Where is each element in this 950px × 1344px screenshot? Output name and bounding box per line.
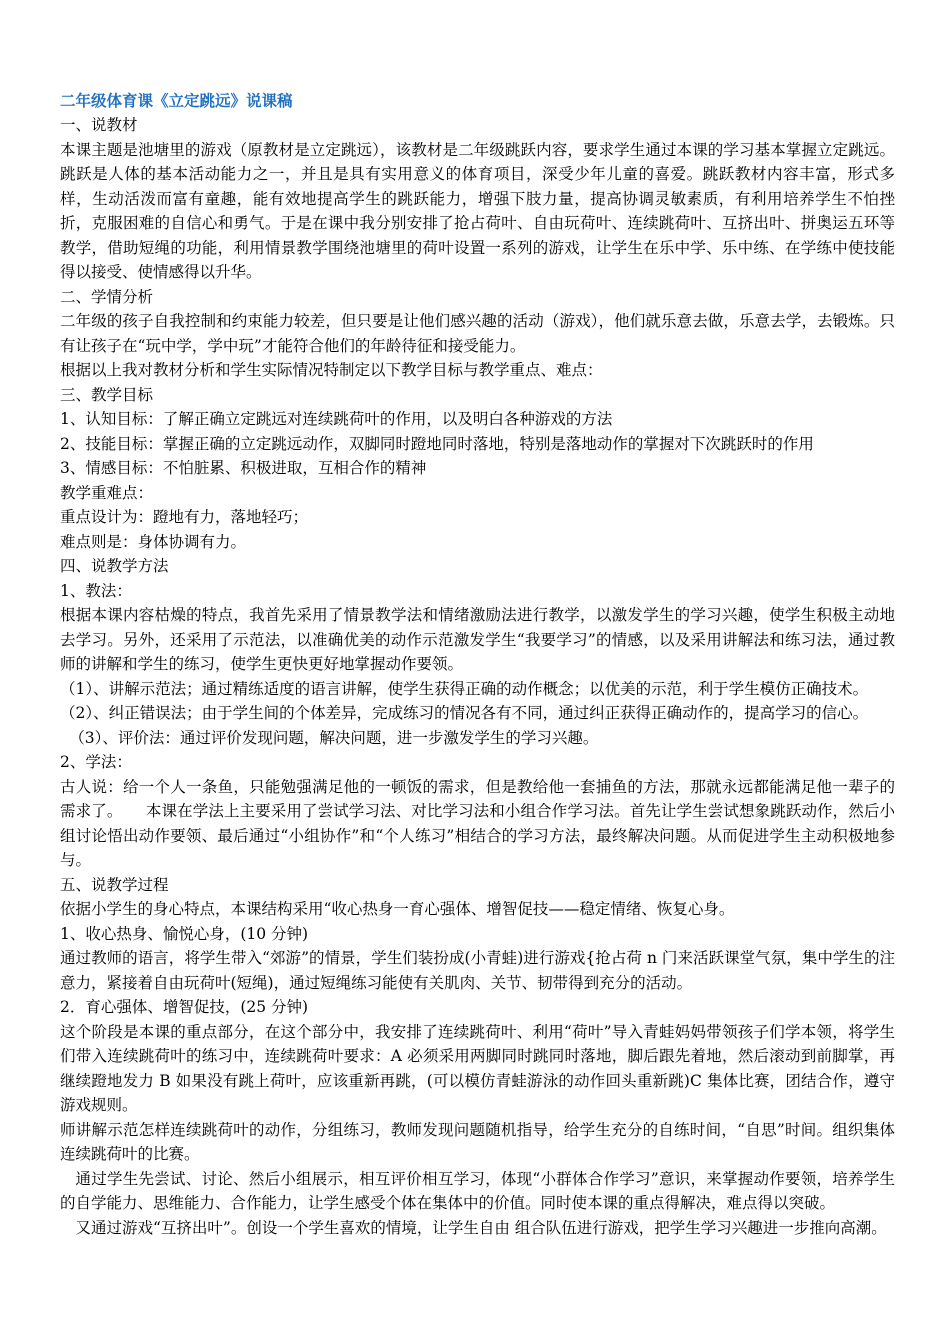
document-title: 二年级体育课《立定跳远》说课稿 (60, 91, 293, 110)
paragraph-teaching-method: 根据本课内容枯燥的特点，我首先采用了情景教学法和情绪激励法进行教学，以激发学生的学习兴趣，使学生积极主动地去学习。另外，还采用了示范法，以准确优美的动作示范激发学生“我要学习”的情感，以及采用讲解法和练习法，通过教师的讲解和学生的练习，使学生更快更好地掌握动作要领。 (60, 606, 895, 673)
section-heading-teaching-goals: 三、教学目标 (60, 385, 154, 404)
process-step-main: 2．育心强体、增智促技，(25 分钟) (60, 998, 309, 1016)
paragraph-teaching-material: 本课主题是池塘里的游戏（原教材是立定跳远），该教材是二年级跳跃内容，要求学生通过本课的学习基本掌握立定跳远。跳跃是人体的基本活动能力之一，并且是具有实用意义的体育项目，深受少年儿童的喜爱。跳跃教材内容丰富，形式多样，生动活泼而富有童趣，能有效地提高学生的跳跃能力，增强下肢力量，提高协调灵敏素质，有利用培养学生不怕挫折，克服困难的自信心和勇气。于是在课中我分别安排了抢占荷叶、自由玩荷叶、连续跳荷叶、互挤出叶、拼奥运五环等教学，借助短绳的功能，利用情景教学围绕池塘里的荷叶设置一系列的游戏，让学生在乐中学、乐中练、在学练中使技能得以接受、使情感得以升华。 (60, 140, 895, 281)
paragraph-teacher-demo: 师讲解示范怎样连续跳荷叶的动作，分组练习，教师发现问题随机指导，给学生充分的自练时间，“自思”时间。组织集体连续跳荷叶的比赛。 (60, 1120, 895, 1163)
heading-key-difficult-points: 教学重难点： (60, 483, 154, 502)
section-heading-teaching-methods: 四、说教学方法 (60, 557, 169, 575)
section-heading-teaching-material: 一、说教材 (60, 116, 138, 134)
paragraph-goal-basis: 根据以上我对教材分析和学生实际情况特制定以下教学目标与教学重点、难点： (60, 361, 603, 379)
paragraph-warmup: 通过教师的语言，将学生带入“郊游”的情景，学生们装扮成(小青蛙)进行游戏{抢占荷 n 门来活跃课堂气氛，集中学生的注意力，紧接着自由玩荷叶(短绳)，通过短绳练习能使有关肌肉、关节、韧带得到充分的活动。 (60, 949, 895, 992)
goal-skill: 2、技能目标：掌握正确的立定跳远动作，双脚同时蹬地同时落地，特别是落地动作的掌握对下次跳跃时的作用 (60, 434, 814, 453)
key-point: 重点设计为：蹬地有力，落地轻巧； (60, 508, 309, 526)
goal-cognitive: 1、认知目标：了解正确立定跳远对连续跳荷叶的作用，以及明白各种游戏的方法 (60, 410, 613, 428)
paragraph-main-part: 这个阶段是本课的重点部分，在这个部分中，我安排了连续跳荷叶、利用“荷叶”导入青蛙妈妈带领孩子们学本领，将学生们带入连续跳荷叶的练习中，连续跳荷叶要求：A 必须采用两脚同时跳同时落地，脚后跟先着地，然后滚动到前脚掌，再继续蹬地发力 B 如果没有跳上荷叶，应该重新再跳，(可以模仿青蛙游泳的动作回头重新跳)C 集体比赛，团结合作，遵守游戏规则。 (60, 1022, 895, 1114)
paragraph-learner-analysis: 二年级的孩子自我控制和约束能力较差，但只要是让他们感兴趣的活动（游戏），他们就乐意去做，乐意去学，去锻炼。只有让孩子在“玩中学，学中玩”才能符合他们的年龄待征和接受能力。 (60, 312, 895, 355)
section-heading-teaching-process: 五、说教学过程 (60, 875, 169, 894)
paragraph-squeeze-game: 又通过游戏“互挤出叶”。创设一个学生喜欢的情境，让学生自由 组合队伍进行游戏，把学生学习兴趣进一步推向高潮。 (75, 1218, 887, 1237)
process-step-warmup: 1、收心热身、愉悦心身，(10 分钟) (60, 924, 309, 943)
method-evaluation: （3）、评价法：通过评价发现问题，解决问题，进一步激发学生的学习兴趣。 (69, 728, 599, 747)
difficult-point: 难点则是：身体协调有力。 (60, 532, 247, 551)
subheading-learning-method: 2、学法： (60, 753, 132, 771)
paragraph-learning-method: 古人说：给一个人一条鱼，只能勉强满足他的一顿饭的需求，但是教给他一套捕鱼的方法，那就永远都能满足他一辈子的需求了。 本课在学法上主要采用了尝试学习法、对比学习法和小组合作学习法。首先让学生尝试想象跳跃动作，然后小组讨论悟出动作要领、最后通过“小组协作”和“个人练习”相结合的学习方法，最终解决问题。从而促进学生主动积极地参与。 (60, 777, 895, 869)
subheading-teaching-method: 1、教法： (60, 581, 132, 600)
section-heading-learner-analysis: 二、学情分析 (60, 287, 154, 306)
paragraph-group-learning: 通过学生先尝试、讨论、然后小组展示，相互评价相互学习，体现“小群体合作学习”意识，来掌握动作要领，培养学生的自学能力、思维能力、合作能力，让学生感受个体在集体中的价值。同时使本课的重点得解决，难点得以突破。 (60, 1169, 895, 1212)
method-correct-errors: （2）、纠正错误法；由于学生间的个体差异，完成练习的情况各有不同，通过纠正获得正确动作的，提高学习的信心。 (60, 704, 869, 722)
goal-emotional: 3、情感目标：不怕脏累、积极进取，互相合作的精神 (60, 459, 427, 477)
method-explain-demo: （1）、讲解示范法；通过精练适度的语言讲解，使学生获得正确的动作概念；以优美的示范，利于学生模仿正确技术。 (60, 679, 869, 698)
document-page (60, 88, 895, 1240)
paragraph-process-structure: 依据小学生的身心特点，本课结构采用“收心热身一育心强体、增智促技——稳定情绪、恢复心身。 (60, 900, 735, 918)
